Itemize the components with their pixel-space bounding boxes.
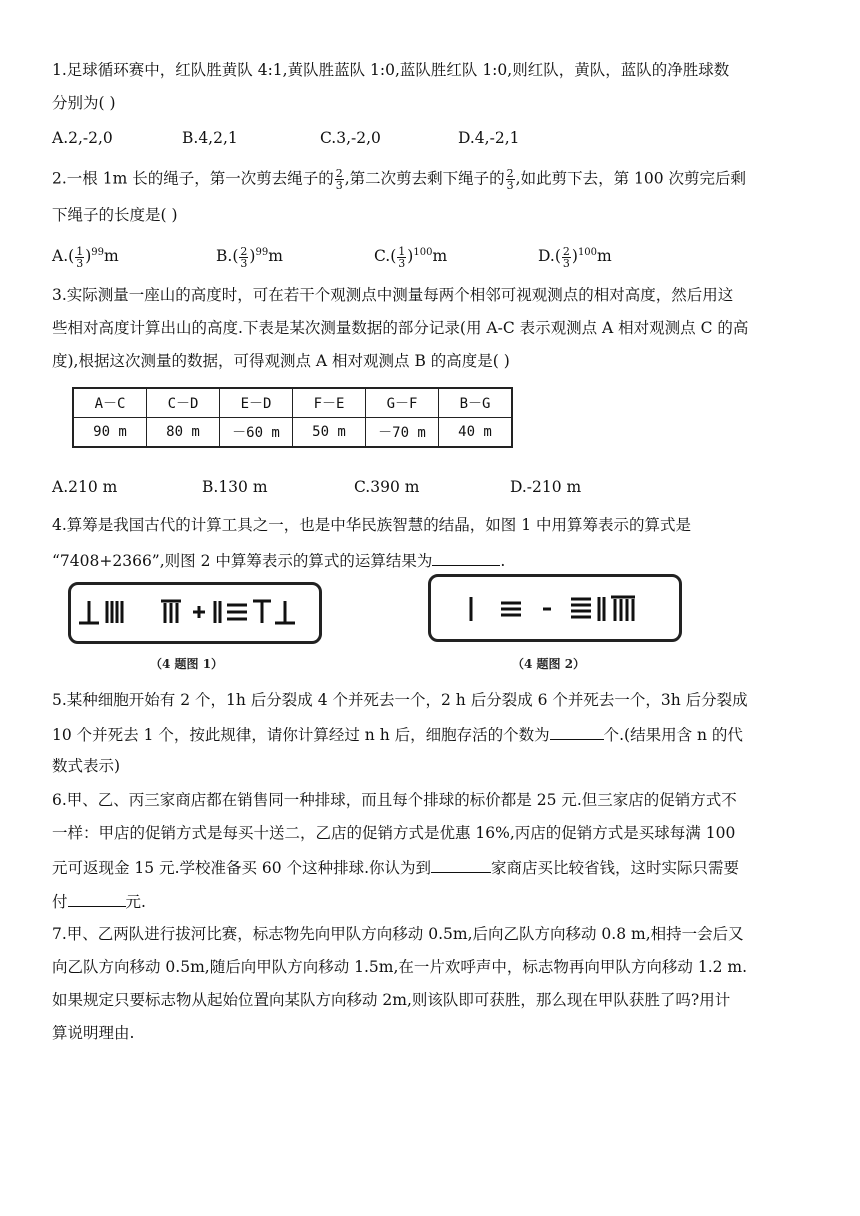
- answer-blank: [432, 549, 500, 566]
- q6-text-cont: 一样：甲店的促销方式是每买十送二，乙店的促销方式是优惠 16%,丙店的促销方式是买球每满 100: [52, 824, 736, 842]
- q5-text-cont: 数式表示): [52, 757, 121, 775]
- q2-text-cont: 下绳子的长度是( ): [52, 206, 178, 224]
- q3-text-cont: 度),根据这次测量的数据，可得观测点 A 相对观测点 B 的高度是( ): [52, 352, 510, 370]
- q3-text: 3.实际测量一座山的高度时，可在若干个观测点中测量每两个相邻可视观测点的相对高度，然后用这: [52, 286, 734, 304]
- figure-caption-1: （4 题图 1）: [150, 657, 224, 671]
- q1-option-d: D.4,-2,1: [458, 129, 520, 147]
- counting-rod-figure-1: [68, 582, 322, 644]
- table-header-cell: A－C: [73, 388, 147, 418]
- counting-rod-expression-icon: [431, 577, 679, 639]
- q2-text: 2.一根 1m 长的绳子，第一次剪去绳子的 $\frac{2}{3}$ ,第二次剪去剩下绳子的 $\frac{2}{3}$ ,如此剪下去，第 100 次剪完后剩: [52, 167, 747, 192]
- counting-rod-figure-2: [428, 574, 682, 642]
- table-cell: 90 m: [73, 418, 147, 448]
- q4-text: 4.算筹是我国古代的计算工具之一，也是中华民族智慧的结晶，如图 1 中用算筹表示的算式是: [52, 516, 692, 534]
- q4-text-cont: “7408+2366”,则图 2 中算筹表示的算式的运算结果为 .: [52, 549, 505, 571]
- q3-option-c: C.390 m: [354, 478, 420, 496]
- q3-option-d: D.-210 m: [510, 478, 582, 496]
- q6-text-cont: 付 元.: [52, 890, 146, 912]
- q1-option-c: C.3,-2,0: [320, 129, 381, 147]
- table-header-cell: B－G: [439, 388, 513, 418]
- table-header-cell: F－E: [293, 388, 366, 418]
- q2-option-c: C.( $\frac{1}{3}$ )$^{100}$m: [374, 244, 448, 270]
- q2-option-a: A.( $\frac{1}{3}$ )$^{99}$m: [52, 244, 119, 270]
- table-header-cell: C－D: [147, 388, 220, 418]
- q2-option-b: B.( $\frac{2}{3}$ )$^{99}$m: [216, 244, 283, 270]
- q6-text: 6.甲、乙、丙三家商店都在销售同一种排球，而且每个排球的标价都是 25 元.但三家店的促销方式不: [52, 791, 737, 809]
- q6-text-cont: 元可返现金 15 元.学校准备买 60 个这种排球.你认为到 家商店买比较省钱，这时实际只需要: [52, 856, 739, 878]
- table-header-cell: G－F: [366, 388, 439, 418]
- answer-blank: [431, 856, 491, 873]
- table-cell: 40 m: [439, 418, 513, 448]
- q5-text: 5.某种细胞开始有 2 个，1h 后分裂成 4 个并死去一个，2 h 后分裂成 6 个并死去一个，3h 后分裂成: [52, 691, 748, 709]
- table-cell: 50 m: [293, 418, 366, 448]
- q7-text-cont: 向乙队方向移动 0.5m,随后向甲队方向移动 1.5m,在一片欢呼声中，标志物再向甲队方向移动 1.2 m.: [52, 958, 748, 976]
- q7-text-cont: 算说明理由.: [52, 1024, 135, 1042]
- q1-text-cont: 分别为( ): [52, 94, 116, 112]
- q3-option-b: B.130 m: [202, 478, 268, 496]
- q7-text-cont: 如果规定只要标志物从起始位置向某队方向移动 2m,则该队即可获胜，那么现在甲队获胜了吗?用计: [52, 991, 731, 1009]
- answer-blank: [68, 890, 126, 907]
- q1-text: 1.足球循环赛中，红队胜黄队 4:1,黄队胜蓝队 1:0,蓝队胜红队 1:0,则红队，黄队，蓝队的净胜球数: [52, 61, 730, 79]
- q5-text-cont: 10 个并死去 1 个，按此规律，请你计算经过 n h 后，细胞存活的个数为 个.(结果用含 n 的代: [52, 723, 743, 745]
- q3-text-cont: 些相对高度计算出山的高度.下表是某次测量数据的部分记录(用 A-C 表示观测点 A 相对观测点 C 的高: [52, 319, 749, 337]
- q7-text: 7.甲、乙两队进行拔河比赛，标志物先向甲队方向移动 0.5m,后向乙队方向移动 0.8 m,相持一会后又: [52, 925, 744, 943]
- table-cell: －70 m: [366, 418, 439, 448]
- figure-caption-2: （4 题图 2）: [512, 657, 586, 671]
- q2-option-d: D.( $\frac{2}{3}$ )$^{100}$m: [538, 244, 612, 270]
- answer-blank: [550, 723, 604, 740]
- table-header-cell: E－D: [220, 388, 293, 418]
- table-cell: 80 m: [147, 418, 220, 448]
- fraction: $\frac{2}{3}$: [506, 167, 514, 192]
- q1-option-b: B.4,2,1: [182, 129, 238, 147]
- height-table: [72, 387, 513, 448]
- q3-option-a: A.210 m: [52, 478, 118, 496]
- table-header-row: [73, 388, 512, 418]
- fraction: $\frac{2}{3}$: [335, 167, 343, 192]
- table-value-row: [73, 418, 512, 448]
- counting-rod-expression-icon: [71, 585, 319, 641]
- table-cell: －60 m: [220, 418, 293, 448]
- q1-option-a: A.2,-2,0: [52, 129, 113, 147]
